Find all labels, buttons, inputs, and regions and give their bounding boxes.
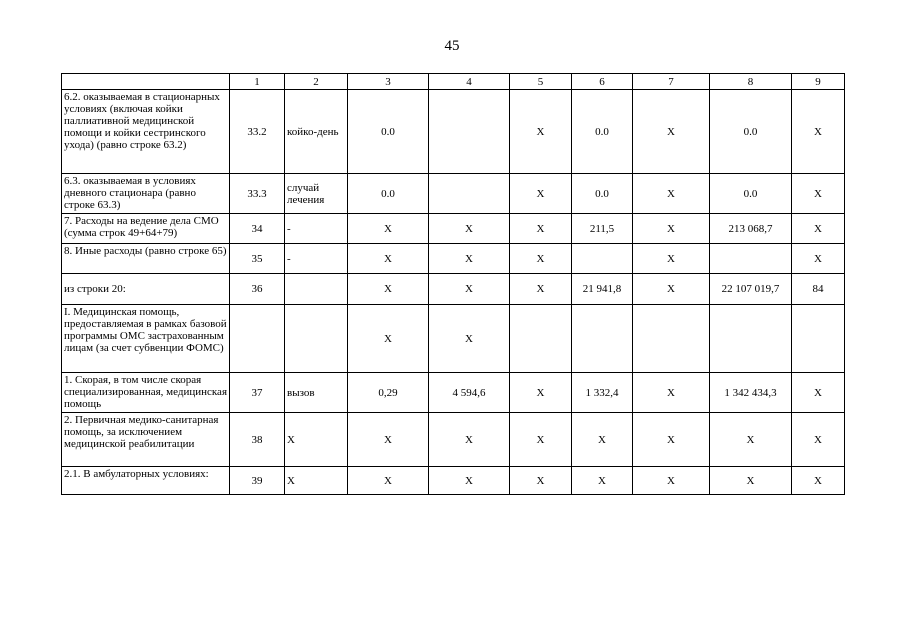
table-cell: X (510, 274, 572, 305)
table-cell: X (348, 274, 429, 305)
table-cell: X (710, 467, 792, 495)
table-row (62, 305, 845, 373)
table-cell (510, 305, 572, 373)
table-row (62, 274, 845, 305)
table-cell: X (348, 244, 429, 274)
header-cell: 3 (348, 74, 429, 90)
table-cell: X (429, 413, 510, 467)
table-cell: 36 (230, 274, 285, 305)
table-row (62, 90, 845, 174)
table-cell: вызов (285, 373, 348, 413)
table-cell: X (792, 467, 845, 495)
table-cell: X (510, 174, 572, 214)
table-cell: 33.3 (230, 174, 285, 214)
table-cell: 35 (230, 244, 285, 274)
row-label: из строки 20: (62, 274, 230, 305)
table-cell (285, 274, 348, 305)
table-cell: 39 (230, 467, 285, 495)
table-cell: X (572, 413, 633, 467)
table-cell: 0.0 (710, 90, 792, 174)
data-table (61, 73, 845, 495)
table-row (62, 244, 845, 274)
table-cell: X (792, 90, 845, 174)
header-cell: 6 (572, 74, 633, 90)
table-cell: X (510, 373, 572, 413)
table-cell: X (429, 214, 510, 244)
table-cell: 213 068,7 (710, 214, 792, 244)
table-row (62, 214, 845, 244)
table-row (62, 373, 845, 413)
table-cell: 38 (230, 413, 285, 467)
table-row (62, 467, 845, 495)
table-cell: X (510, 467, 572, 495)
table-row (62, 413, 845, 467)
table-header-row (62, 74, 845, 90)
table-cell: X (633, 373, 710, 413)
table-cell: X (572, 467, 633, 495)
table-cell: 21 941,8 (572, 274, 633, 305)
table-cell: X (429, 305, 510, 373)
header-cell: 1 (230, 74, 285, 90)
table-cell: X (429, 244, 510, 274)
table-cell: X (510, 214, 572, 244)
table-row (62, 174, 845, 214)
table-cell: X (633, 214, 710, 244)
table-cell (230, 305, 285, 373)
table-cell: 0.0 (572, 174, 633, 214)
table-cell: 0.0 (710, 174, 792, 214)
table-cell: X (792, 244, 845, 274)
table-cell (429, 90, 510, 174)
table-cell: X (792, 174, 845, 214)
row-label: 6.2. оказываемая в стационарных условиях (включая койки паллиативной медицинской помощи и койки сестринского ухода) (равно строке 63.2) (62, 90, 230, 174)
table-cell: койко-день (285, 90, 348, 174)
table-cell: 22 107 019,7 (710, 274, 792, 305)
table-cell: X (510, 244, 572, 274)
row-label: 2.1. В амбулаторных условиях: (62, 467, 230, 495)
table-cell: 37 (230, 373, 285, 413)
header-cell: 7 (633, 74, 710, 90)
table-cell: случай лечения (285, 174, 348, 214)
table-cell: X (429, 467, 510, 495)
table-cell: 0.0 (348, 90, 429, 174)
header-cell: 5 (510, 74, 572, 90)
table-cell: 1 332,4 (572, 373, 633, 413)
header-cell: 9 (792, 74, 845, 90)
row-label: I. Медицинская помощь, предоставляемая в рамках базовой программы ОМС застрахованным лицам (за счет субвенции ФОМС) (62, 305, 230, 373)
table-cell (633, 305, 710, 373)
header-cell (62, 74, 230, 90)
table-cell: X (633, 174, 710, 214)
table-cell: X (348, 214, 429, 244)
table-cell: X (348, 413, 429, 467)
table-cell: X (633, 413, 710, 467)
table-cell: X (792, 413, 845, 467)
table-cell: 0,29 (348, 373, 429, 413)
row-label: 6.3. оказываемая в условиях дневного стационара (равно строке 63.3) (62, 174, 230, 214)
table-cell: X (285, 413, 348, 467)
table-cell: X (633, 244, 710, 274)
table-cell: X (633, 90, 710, 174)
table-cell: X (510, 413, 572, 467)
row-label: 8. Иные расходы (равно строке 65) (62, 244, 230, 274)
table-cell (572, 244, 633, 274)
table-cell: 33.2 (230, 90, 285, 174)
table-cell: 34 (230, 214, 285, 244)
table-cell: X (792, 214, 845, 244)
table-cell: X (510, 90, 572, 174)
table-cell: 4 594,6 (429, 373, 510, 413)
table-cell (285, 305, 348, 373)
table-cell: 0.0 (572, 90, 633, 174)
table-cell: X (429, 274, 510, 305)
table-cell (429, 174, 510, 214)
header-cell: 2 (285, 74, 348, 90)
table-cell: - (285, 214, 348, 244)
table-cell: - (285, 244, 348, 274)
table-cell (710, 244, 792, 274)
row-label: 1. Скорая, в том числе скорая специализированная, медицинская помощь (62, 373, 230, 413)
row-label: 2. Первичная медико-санитарная помощь, за исключением медицинской реабилитации (62, 413, 230, 467)
table-cell: 1 342 434,3 (710, 373, 792, 413)
table-cell: X (633, 467, 710, 495)
header-cell: 8 (710, 74, 792, 90)
page-number: 45 (444, 38, 460, 54)
table-cell: 211,5 (572, 214, 633, 244)
row-label: 7. Расходы на ведение дела СМО (сумма строк 49+64+79) (62, 214, 230, 244)
table-cell: X (633, 274, 710, 305)
header-cell: 4 (429, 74, 510, 90)
table-cell: X (792, 373, 845, 413)
table-cell: X (348, 467, 429, 495)
table-cell (792, 305, 845, 373)
table-cell: 84 (792, 274, 845, 305)
table-cell: 0.0 (348, 174, 429, 214)
table-cell (572, 305, 633, 373)
table-cell: X (285, 467, 348, 495)
table-cell (710, 305, 792, 373)
table-cell: X (348, 305, 429, 373)
table-cell: X (710, 413, 792, 467)
